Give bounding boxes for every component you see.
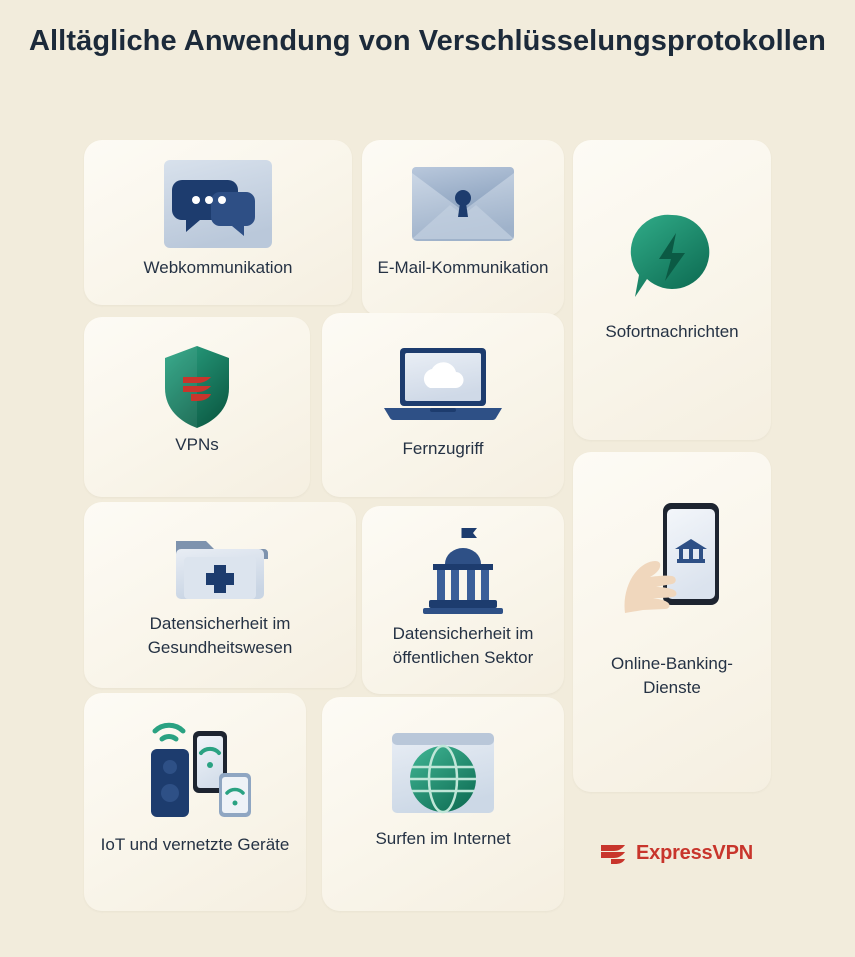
card-web-communication[interactable] [84, 140, 352, 305]
page-title: Alltägliche Anwendung von Verschlüsselungsprotokollen [28, 25, 826, 57]
card-public-sector-data-security[interactable] [362, 506, 564, 694]
medical-folder-icon [84, 522, 356, 612]
card-remote-access[interactable] [322, 313, 564, 497]
card-label-vpns: VPNs [175, 435, 219, 454]
message-bolt-icon [573, 202, 771, 312]
card-instant-messaging[interactable] [573, 140, 771, 440]
brand-name: ExpressVPN [636, 842, 753, 864]
chat-bubbles-icon [84, 154, 352, 254]
laptop-cloud-icon [322, 337, 564, 437]
phone-banking-hand-icon [573, 496, 771, 626]
card-web-browsing[interactable] [322, 697, 564, 911]
iot-devices-icon [84, 709, 306, 821]
envelope-keyhole-icon [362, 154, 564, 254]
brand-logo [598, 836, 753, 871]
card-online-banking[interactable] [573, 452, 771, 792]
card-vpns[interactable] [84, 317, 310, 497]
card-label: Webkommunikation [143, 258, 293, 277]
card-label: Datensicherheit im Gesundheitswesen [147, 614, 293, 657]
card-healthcare-data-security[interactable] [84, 502, 356, 688]
card-label: Online-Banking-Dienste [611, 654, 733, 697]
card-label: IoT und vernetzte Geräte [100, 835, 290, 854]
card-label: Datensicherheit im öffentlichen Sektor [392, 624, 534, 667]
card-email-communication[interactable] [362, 140, 564, 316]
government-building-icon [362, 522, 564, 622]
shield-vpn-icon [84, 337, 310, 437]
globe-browser-icon [322, 723, 564, 823]
card-iot-devices[interactable] [84, 693, 306, 911]
expressvpn-logo-icon [598, 836, 628, 871]
card-label: Sofortnachrichten [605, 322, 739, 341]
card-label: Surfen im Internet [375, 829, 511, 848]
card-label: E-Mail-Kommunikation [377, 258, 549, 277]
card-label: Fernzugriff [402, 439, 484, 458]
